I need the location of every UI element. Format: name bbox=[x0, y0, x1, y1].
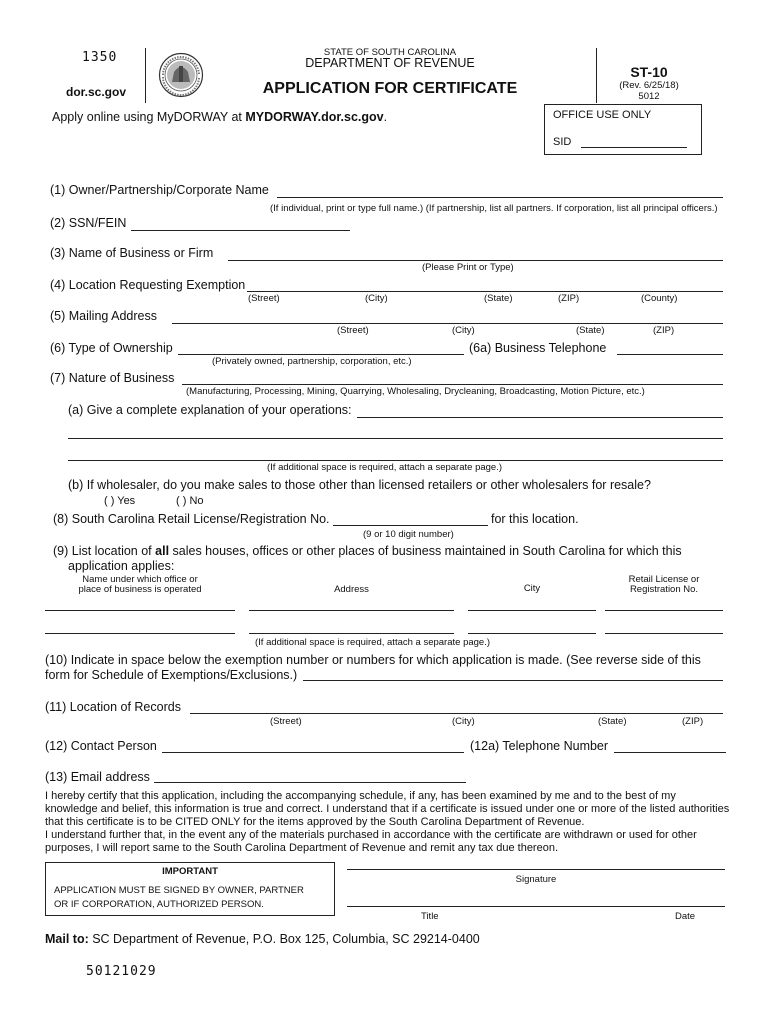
nature-business-help: (Manufacturing, Processing, Mining, Quarrying, Wholesaling, Drycleaning, Broadcasting, Motion Picture, etc.) bbox=[186, 386, 645, 397]
location-state-caption: (State) bbox=[484, 293, 513, 304]
sid-label: SID bbox=[553, 136, 572, 148]
location-zip-caption: (ZIP) bbox=[558, 293, 580, 304]
revision-date: (Rev. 6/25/18) bbox=[619, 80, 679, 91]
form-code: ST-10 bbox=[630, 64, 668, 80]
mailing-state-caption: (State) bbox=[576, 325, 605, 336]
location-exemption-field[interactable] bbox=[247, 291, 723, 292]
state-name: STATE OF SOUTH CAROLINA bbox=[323, 47, 457, 58]
retail-license-help: (9 or 10 digit number) bbox=[363, 529, 454, 540]
department-name: DEPARTMENT OF REVENUE bbox=[305, 56, 475, 70]
records-zip-caption: (ZIP) bbox=[682, 716, 704, 727]
wholesaler-question: (b) If wholesaler, do you make sales to those other than licensed retailers or other wholesalers for resale? bbox=[68, 478, 651, 492]
records-street-caption: (Street) bbox=[270, 716, 302, 727]
header-divider-right bbox=[596, 48, 597, 103]
retail-license-suffix: for this location. bbox=[491, 512, 579, 526]
location-row2-city[interactable] bbox=[468, 633, 596, 634]
nature-business-field[interactable] bbox=[182, 384, 723, 385]
signature-label: Signature bbox=[515, 874, 557, 885]
col-license-1: Retail License or bbox=[628, 574, 700, 585]
location-row1-city[interactable] bbox=[468, 610, 596, 611]
title-label: Title bbox=[421, 911, 439, 922]
location-row1-license[interactable] bbox=[605, 610, 723, 611]
contact-person-field[interactable] bbox=[162, 752, 464, 753]
mailing-address-label: (5) Mailing Address bbox=[50, 309, 157, 323]
important-line-2: OR IF CORPORATION, AUTHORIZED PERSON. bbox=[54, 899, 264, 910]
locations-help: (If additional space is required, attach a separate page.) bbox=[255, 637, 491, 648]
office-use-box bbox=[544, 104, 702, 155]
operations-field-line-1[interactable] bbox=[357, 417, 723, 418]
operations-help: (If additional space is required, attach a separate page.) bbox=[267, 462, 503, 473]
location-county-caption: (County) bbox=[641, 293, 678, 304]
mail-to-line bbox=[45, 932, 480, 946]
certification-paragraph-1: I hereby certify that this application, including the accompanying schedule, if any, has been examined by me and to the best of my knowledge and belief, this information is true and correct. I understand that if a certificate is issued under one or more of the listed authorities that this certificate is to be CITED ONLY for the items approved by the South Carolina Department of Revenue. bbox=[45, 790, 730, 828]
mail-to-address: SC Department of Revenue, P.O. Box 125, Columbia, SC 29214-0400 bbox=[88, 932, 480, 946]
form-id-number: 1350 bbox=[82, 50, 118, 65]
col-address: Address bbox=[334, 584, 369, 595]
col-office-name-2: place of business is operated bbox=[78, 584, 202, 595]
barcode-number: 50121029 bbox=[86, 964, 157, 979]
operations-field-line-2[interactable] bbox=[68, 438, 723, 439]
form-title: APPLICATION FOR CERTIFICATE bbox=[262, 80, 518, 97]
mailing-zip-caption: (ZIP) bbox=[653, 325, 675, 336]
location-city-caption: (City) bbox=[365, 293, 388, 304]
mailing-city-caption: (City) bbox=[452, 325, 475, 336]
exemption-numbers-label-cont: form for Schedule of Exemptions/Exclusions.) bbox=[45, 668, 298, 682]
mailing-street-caption: (Street) bbox=[337, 325, 369, 336]
col-license-2: Registration No. bbox=[629, 584, 699, 595]
business-name-label: (3) Name of Business or Firm bbox=[50, 246, 214, 260]
operations-explanation-label: (a) Give a complete explanation of your operations: bbox=[68, 403, 352, 417]
mail-to-label: Mail to: bbox=[45, 932, 89, 946]
ssn-fein-field[interactable] bbox=[131, 230, 350, 231]
sid-field[interactable] bbox=[581, 147, 687, 148]
location-row1-name[interactable] bbox=[45, 610, 235, 611]
email-label: (13) Email address bbox=[45, 770, 150, 784]
contact-telephone-field[interactable] bbox=[614, 752, 726, 753]
apply-online-text: Apply online using MyDORWAY at MYDORWAY.dor.sc.gov. bbox=[52, 110, 388, 124]
wholesaler-no-option[interactable]: ( ) No bbox=[176, 495, 204, 507]
location-row2-address[interactable] bbox=[249, 633, 454, 634]
retail-license-label: (8) South Carolina Retail License/Registration No. bbox=[53, 512, 330, 526]
signature-field[interactable] bbox=[347, 869, 725, 870]
business-name-help: (Please Print or Type) bbox=[422, 262, 514, 273]
business-locations-label-cont: application applies: bbox=[68, 559, 175, 573]
location-exemption-label: (4) Location Requesting Exemption bbox=[50, 278, 246, 292]
state-seal-icon bbox=[158, 52, 204, 98]
important-heading: IMPORTANT bbox=[162, 866, 218, 877]
col-city: City bbox=[523, 583, 541, 594]
wholesaler-yes-option[interactable]: ( ) Yes bbox=[104, 495, 136, 507]
certification-paragraph-2: I understand further that, in the event any of the materials purchased in accordance with the certificate are withdrawn or used for other purposes, I will report same to the South Carolina Department of Revenue and remit any tax due thereon. bbox=[45, 829, 697, 854]
revision-number: 5012 bbox=[638, 91, 660, 102]
business-telephone-field[interactable] bbox=[617, 354, 723, 355]
mailing-address-field[interactable] bbox=[172, 323, 723, 324]
office-use-label: OFFICE USE ONLY bbox=[553, 109, 652, 121]
owner-name-label: (1) Owner/Partnership/Corporate Name bbox=[50, 183, 269, 197]
owner-name-help: (If individual, print or type full name.) (If partnership, list all partners. If corporation, list all principal officers.) bbox=[270, 203, 718, 214]
col-office-name-1: Name under which office or bbox=[82, 574, 198, 585]
email-field[interactable] bbox=[154, 782, 466, 783]
location-row1-address[interactable] bbox=[249, 610, 454, 611]
ownership-type-label: (6) Type of Ownership bbox=[50, 341, 173, 355]
website[interactable]: dor.sc.gov bbox=[66, 85, 127, 99]
important-line-1: APPLICATION MUST BE SIGNED BY OWNER, PARTNER bbox=[54, 885, 304, 896]
ssn-fein-label: (2) SSN/FEIN bbox=[50, 216, 127, 230]
mydorway-link[interactable]: MYDORWAY.dor.sc.gov bbox=[245, 110, 384, 124]
records-location-label: (11) Location of Records bbox=[45, 700, 181, 714]
nature-business-label: (7) Nature of Business bbox=[50, 371, 175, 385]
ownership-type-help: (Privately owned, partnership, corporation, etc.) bbox=[212, 356, 412, 367]
contact-person-label: (12) Contact Person bbox=[45, 739, 157, 753]
location-row2-license[interactable] bbox=[605, 633, 723, 634]
location-street-caption: (Street) bbox=[248, 293, 280, 304]
business-locations-label: (9) List location of all sales houses, offices or other places of business maintained in South Carolina for which this bbox=[53, 544, 682, 558]
business-name-field[interactable] bbox=[228, 260, 723, 261]
exemption-numbers-label: (10) Indicate in space below the exemption number or numbers for which application is made. (See reverse side of this bbox=[45, 653, 701, 667]
title-date-field[interactable] bbox=[347, 906, 725, 907]
owner-name-field[interactable] bbox=[277, 197, 723, 198]
contact-telephone-label: (12a) Telephone Number bbox=[470, 739, 609, 753]
date-label: Date bbox=[675, 911, 696, 922]
operations-field-line-3[interactable] bbox=[68, 460, 723, 461]
exemption-numbers-field[interactable] bbox=[303, 680, 723, 681]
retail-license-field[interactable] bbox=[333, 525, 488, 526]
business-telephone-label: (6a) Business Telephone bbox=[469, 341, 607, 355]
ownership-type-field[interactable] bbox=[178, 354, 464, 355]
location-row2-name[interactable] bbox=[45, 633, 235, 634]
header-divider-left bbox=[145, 48, 146, 103]
records-location-field[interactable] bbox=[190, 713, 723, 714]
records-state-caption: (State) bbox=[598, 716, 627, 727]
records-city-caption: (City) bbox=[452, 716, 475, 727]
important-notice-box bbox=[45, 862, 335, 916]
